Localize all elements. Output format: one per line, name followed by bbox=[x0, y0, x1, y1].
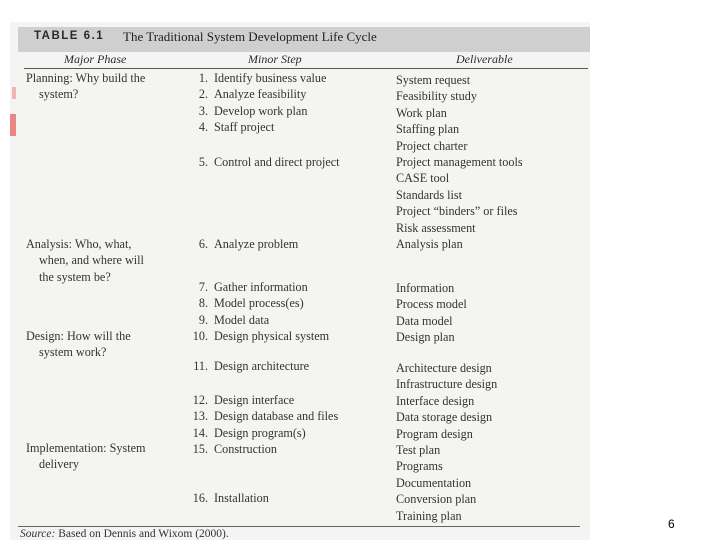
phase-design: Design: How will the system work? bbox=[26, 329, 131, 360]
deliverable-item: Staffing plan bbox=[396, 122, 460, 137]
step-row: 8. Model process(es) bbox=[198, 296, 304, 311]
deliverable-item: Project management tools bbox=[396, 155, 523, 170]
phase-planning: Planning: Why build the system? bbox=[26, 71, 146, 102]
deliverable-item: Design plan bbox=[396, 330, 455, 345]
deliverables-design bbox=[396, 360, 497, 524]
header-minor-step: Minor Step bbox=[248, 52, 302, 66]
deliverables-planning bbox=[396, 72, 523, 252]
phase-analysis: Analysis: Who, what, when, and where will the system be? bbox=[26, 237, 144, 284]
deliverable-item: Project “binders” or files bbox=[396, 204, 518, 219]
deliverable-item: Project charter bbox=[396, 138, 468, 153]
deliverable-item: Infrastructure design bbox=[396, 377, 498, 392]
deliverable-item: Information bbox=[396, 281, 455, 295]
deliverable-item: Program design bbox=[396, 426, 473, 441]
step-row: 12. Design interface bbox=[192, 393, 295, 407]
deliverable-item: Training plan bbox=[396, 508, 462, 523]
phase-implementation: Implementation: System delivery bbox=[26, 441, 146, 472]
source-note bbox=[20, 528, 229, 540]
step-row: 16. Installation bbox=[192, 491, 269, 505]
step-row: 14. Design program(s) bbox=[192, 425, 306, 440]
step-row: 13. Design database and files bbox=[192, 409, 339, 424]
step-row: 1. Identify business value bbox=[198, 71, 327, 85]
footer-rule bbox=[18, 526, 580, 527]
step-row: 15. Construction bbox=[192, 442, 277, 457]
header-deliverable: Deliverable bbox=[456, 52, 513, 66]
step-row: 3. Develop work plan bbox=[198, 103, 308, 118]
page-number: 6 bbox=[668, 517, 675, 531]
header-major-phase: Major Phase bbox=[64, 52, 127, 66]
step-row: 4. Staff project bbox=[198, 120, 275, 135]
deliverable-item: Standards list bbox=[396, 187, 463, 202]
deliverable-item: Work plan bbox=[396, 105, 447, 120]
step-row: 2. Analyze feasibility bbox=[198, 87, 307, 102]
step-row: 11. Design architecture bbox=[193, 359, 310, 373]
table-label: TABLE 6.1 bbox=[34, 30, 105, 42]
deliverable-item: Data storage design bbox=[396, 410, 493, 425]
source-text: Based on Dennis and Wixom (2000). bbox=[58, 528, 229, 540]
deliverable-item: Architecture design bbox=[396, 361, 492, 375]
deliverable-item: Conversion plan bbox=[396, 492, 477, 507]
step-row: 10. Design physical system bbox=[192, 329, 330, 344]
deliverable-item: Test plan bbox=[396, 443, 441, 458]
step-row: 5. Control and direct project bbox=[198, 155, 340, 169]
deliverable-item: Programs bbox=[396, 459, 443, 474]
table-caption: The Traditional System Development Life Cycle bbox=[123, 29, 377, 44]
steps-planning bbox=[186, 70, 326, 136]
step-row: 9. Model data bbox=[198, 312, 270, 327]
step-row: 7. Gather information bbox=[198, 280, 308, 294]
deliverable-item: Interface design bbox=[396, 393, 475, 408]
deliverable-item: Feasibility study bbox=[396, 89, 477, 104]
step-row: 6. Analyze problem bbox=[198, 237, 299, 251]
steps-design bbox=[186, 392, 338, 458]
deliverable-item: Analysis plan bbox=[396, 237, 463, 252]
deliverables-analysis bbox=[396, 280, 467, 346]
deliverable-item: Data model bbox=[396, 313, 453, 328]
steps-analysis bbox=[186, 279, 329, 345]
deliverable-item: Risk assessment bbox=[396, 220, 476, 235]
deliverable-item: System request bbox=[396, 73, 471, 87]
header-rule bbox=[24, 68, 588, 69]
margin-mark bbox=[10, 114, 16, 136]
deliverable-item: Process model bbox=[396, 297, 467, 312]
source-label: Source: bbox=[20, 528, 56, 540]
deliverable-item: Documentation bbox=[396, 475, 472, 490]
margin-mark bbox=[12, 87, 16, 99]
deliverable-item: CASE tool bbox=[396, 171, 450, 186]
